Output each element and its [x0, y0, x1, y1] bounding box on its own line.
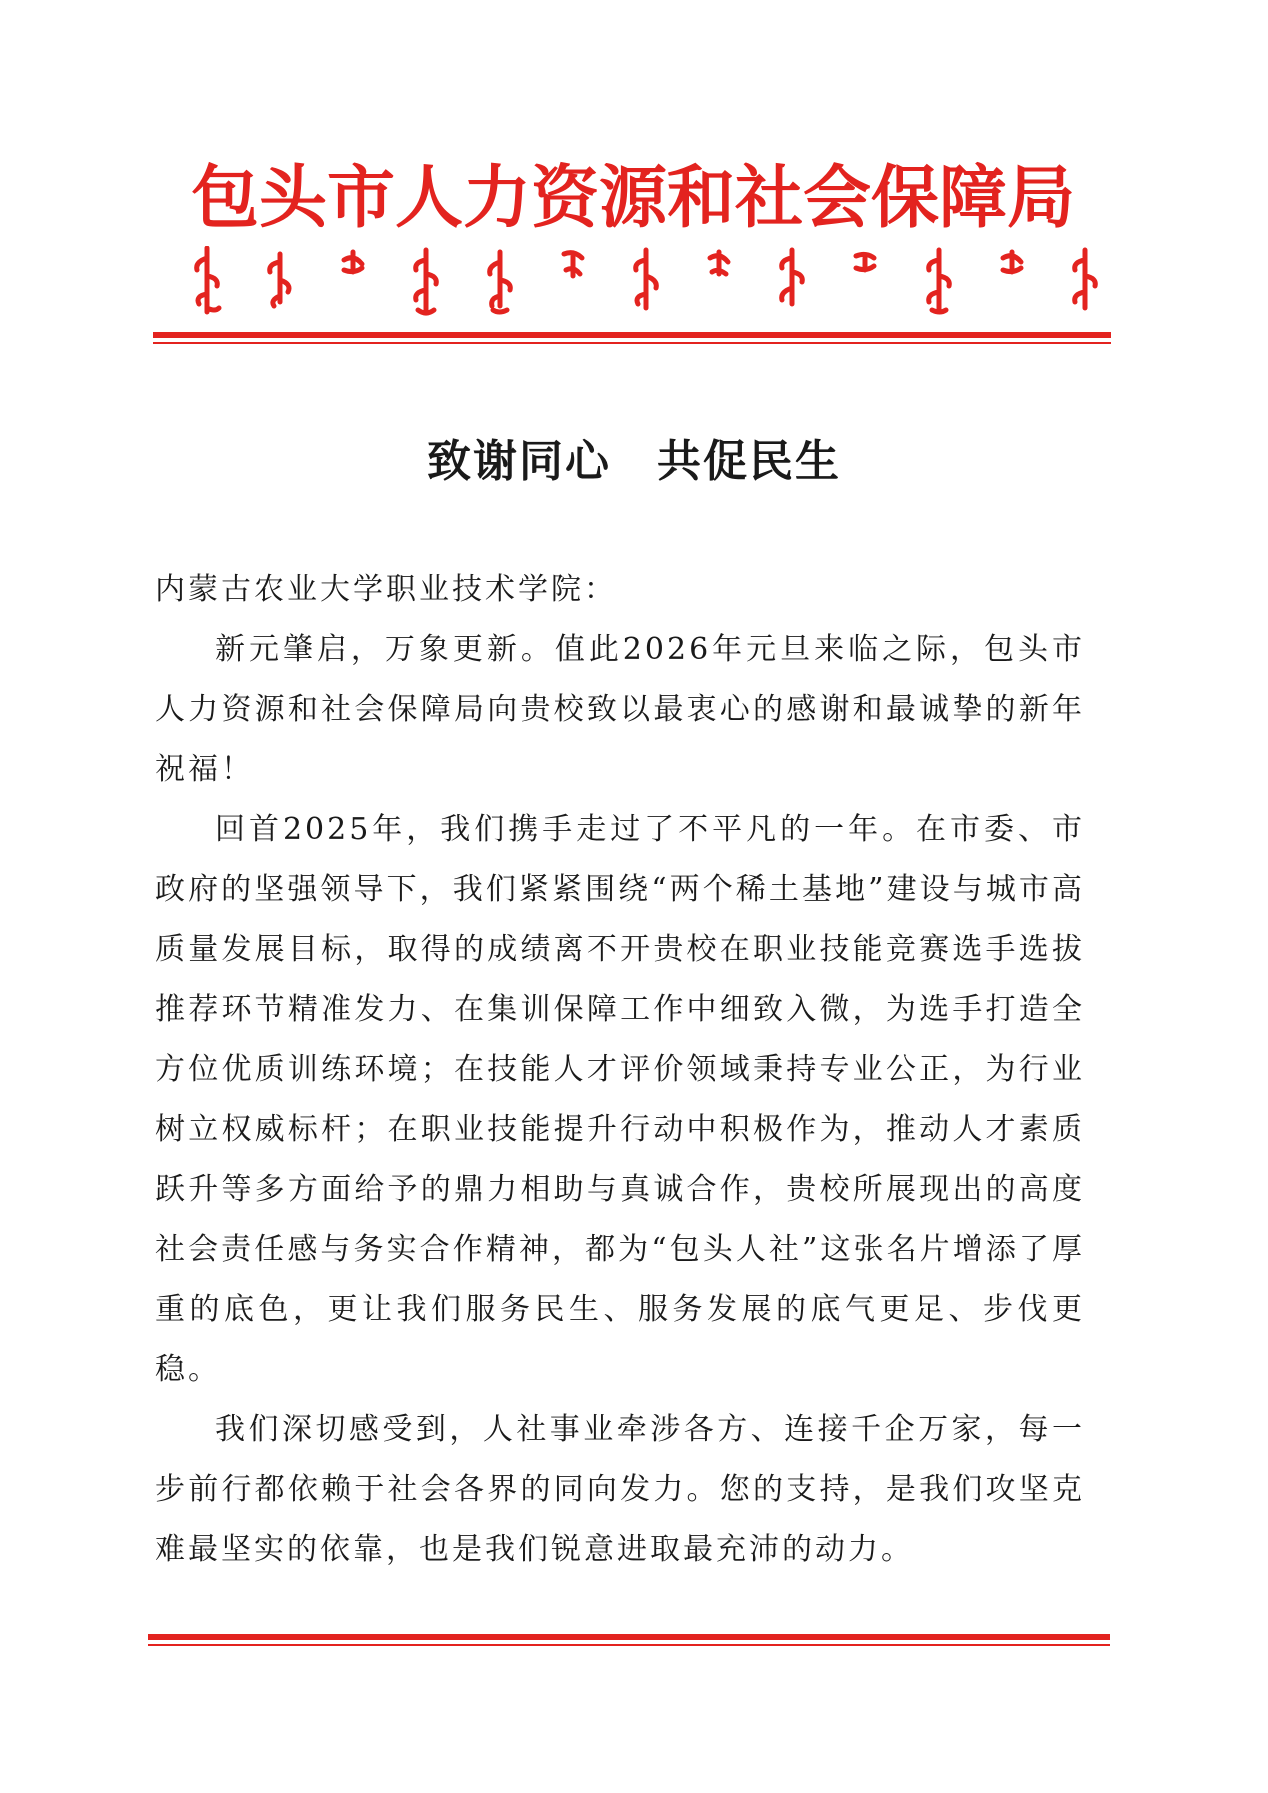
mongol-glyph-icon — [995, 246, 1029, 316]
mongol-glyph-icon — [1068, 246, 1102, 316]
mongol-glyph-icon — [409, 246, 443, 316]
mongol-glyph-icon — [702, 246, 736, 316]
letterhead — [150, 160, 1116, 316]
mongol-glyph-icon — [483, 246, 517, 316]
org-name: 包头市人力资源和社会保障局 — [190, 158, 1075, 238]
document-title: 致谢同心 共促民生 — [427, 436, 841, 487]
mongol-glyph-icon — [629, 246, 663, 316]
paragraph-3: 我们深切感受到，人社事业牵涉各方、连接千企万家，每一步前行都依赖于社会各界的同向发力。您的支持，是我们攻坚克难最坚实的依靠，也是我们锐意进取最充沛的动力。 — [155, 1412, 1085, 1567]
mongol-glyph-icon — [556, 246, 590, 316]
footer-rule-thin — [148, 1644, 1110, 1646]
mongolian-script-icon — [150, 246, 1116, 316]
paragraph-1: 新元肇启，万象更新。值此2026年元旦来临之际，包头市人力资源和社会保障局向贵校致以最衷心的感谢和最诚挚的新年祝福！ — [155, 632, 1085, 787]
mongol-glyph-icon — [263, 246, 297, 316]
header-rule-thick — [153, 332, 1111, 338]
mongol-glyph-icon — [848, 246, 882, 316]
header-rule-thin — [153, 342, 1111, 344]
mongol-glyph-icon — [775, 246, 809, 316]
mongol-glyph-icon — [336, 246, 370, 316]
footer-rule-thick — [148, 1634, 1110, 1640]
mongol-glyph-icon — [922, 246, 956, 316]
mongol-glyph-icon — [190, 246, 224, 316]
letter-body — [155, 560, 1085, 1580]
salutation: 内蒙古农业大学职业技术学院： — [155, 572, 617, 607]
paragraph-2: 回首2025年，我们携手走过了不平凡的一年。在市委、市政府的坚强领导下，我们紧紧围绕“两个稀土基地”建设与城市高质量发展目标，取得的成绩离不开贵校在职业技能竞赛选手选拔推荐环节精准发力、在集训保障工作中细致入微，为选手打造全方位优质训练环境；在技能人才评价领域秉持专业公正，为行业树立权威标杆；在职业技能提升行动中积极作为，推动人才素质跃升等多方面给予的鼎力相助与真诚合作，贵校所展现出的高度社会责任感与务实合作精神，都为“包头人社”这张名片增添了厚重的底色，更让我们服务民生、服务发展的底气更足、步伐更稳。 — [155, 812, 1085, 1387]
